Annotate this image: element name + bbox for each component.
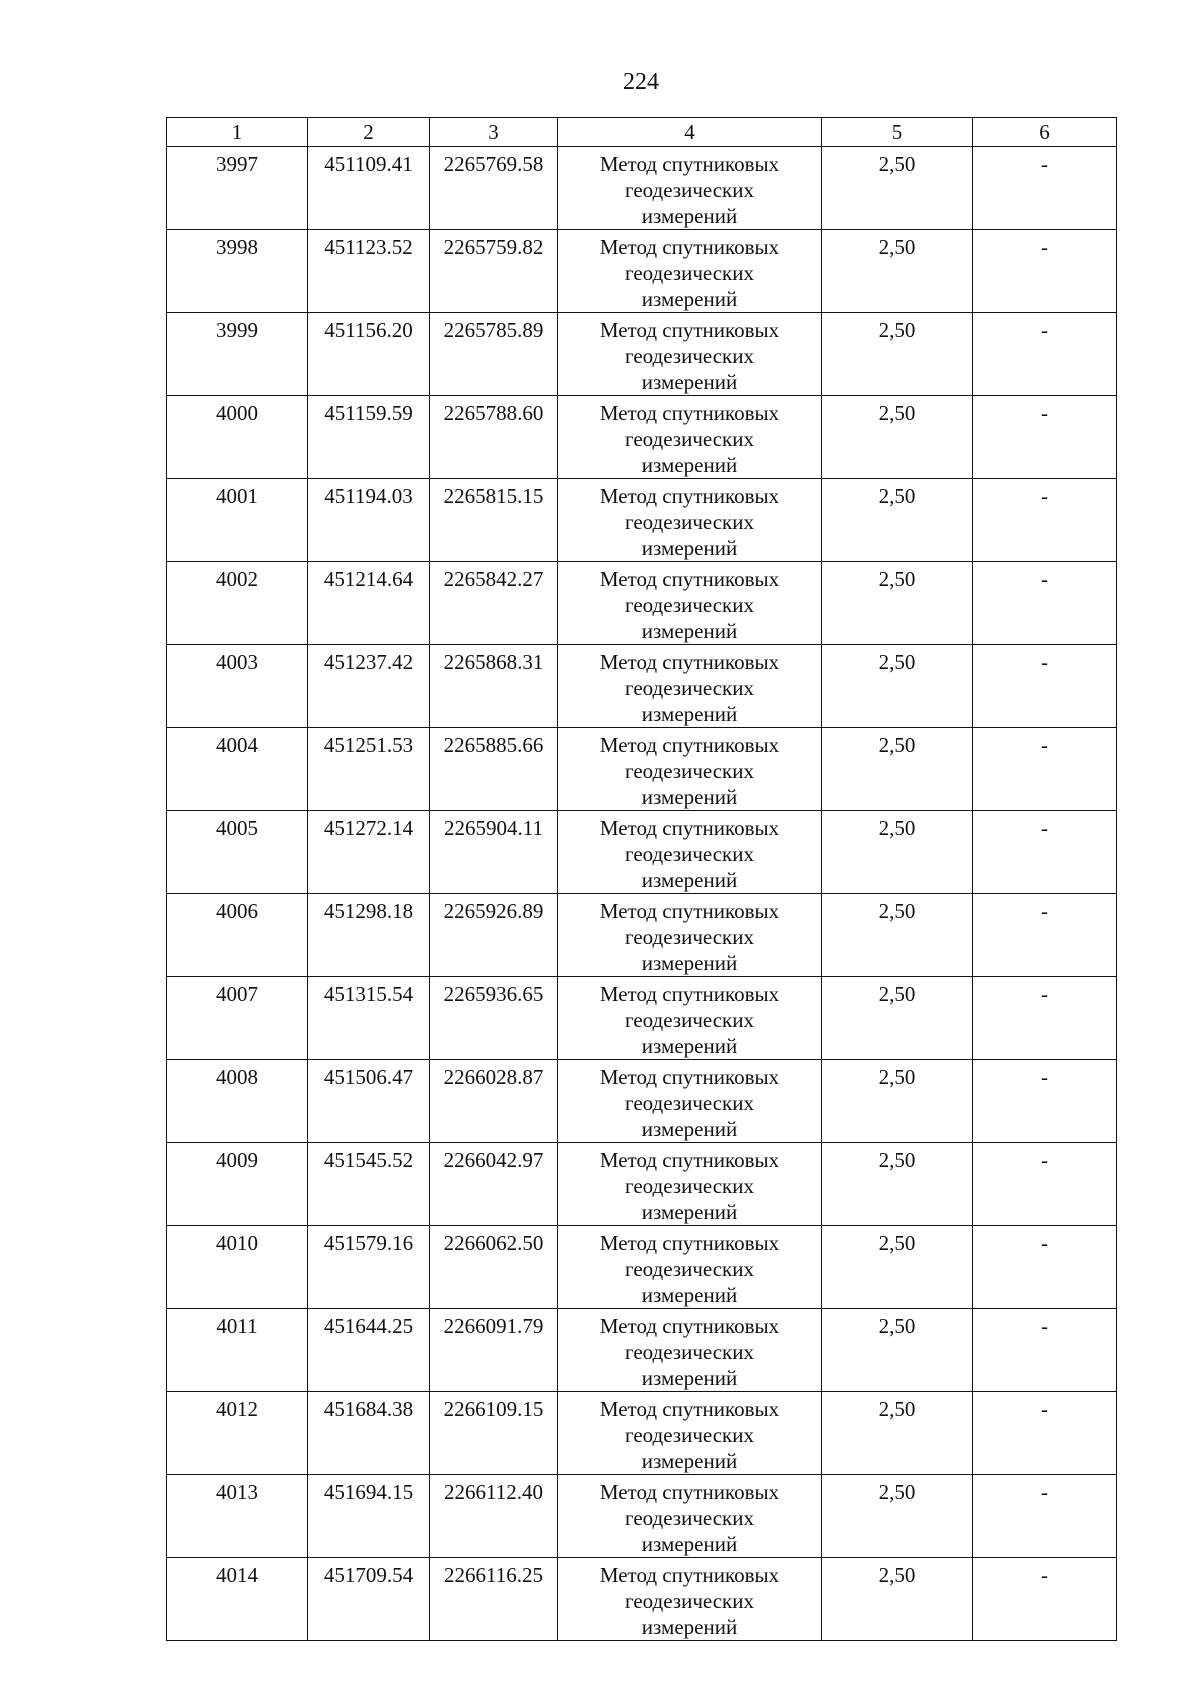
method-line: Метод спутниковых [599, 1563, 780, 1587]
method-line: Метод спутниковых [599, 650, 780, 674]
method-line: измерений [641, 453, 738, 477]
table-row [167, 894, 1117, 977]
method-line: Метод спутниковых [599, 152, 780, 176]
method-line: Метод спутниковых [599, 816, 780, 840]
x-coordinate-cell: 451214.64 [308, 562, 430, 645]
method-cell [558, 396, 822, 479]
accuracy-cell: 2,50 [822, 811, 973, 894]
point-number-cell: 4002 [167, 562, 308, 645]
method-line: Метод спутниковых [599, 235, 780, 259]
table-row [167, 313, 1117, 396]
point-number-cell: 3999 [167, 313, 308, 396]
table-row [167, 1475, 1117, 1558]
note-cell: - [973, 1309, 1117, 1392]
method-line: измерений [641, 536, 738, 560]
table-row [167, 479, 1117, 562]
method-line: измерений [641, 1283, 738, 1307]
table-header-row [167, 118, 1117, 147]
method-line: геодезических [624, 427, 754, 451]
note-cell: - [973, 396, 1117, 479]
y-coordinate-cell: 2265815.15 [430, 479, 558, 562]
x-coordinate-cell: 451156.20 [308, 313, 430, 396]
method-line: измерений [641, 1200, 738, 1224]
method-line: Метод спутниковых [599, 1148, 780, 1172]
point-number-cell: 4008 [167, 1060, 308, 1143]
column-header: 5 [822, 118, 973, 147]
accuracy-cell: 2,50 [822, 1392, 973, 1475]
accuracy-cell: 2,50 [822, 147, 973, 230]
y-coordinate-cell: 2266112.40 [430, 1475, 558, 1558]
table-body [167, 118, 1117, 1641]
point-number-cell: 4009 [167, 1143, 308, 1226]
method-line: геодезических [624, 676, 754, 700]
accuracy-cell: 2,50 [822, 396, 973, 479]
y-coordinate-cell: 2265759.82 [430, 230, 558, 313]
accuracy-cell: 2,50 [822, 1309, 973, 1392]
y-coordinate-cell: 2265926.89 [430, 894, 558, 977]
point-number-cell: 4007 [167, 977, 308, 1060]
method-line: измерений [641, 951, 738, 975]
table-row [167, 1060, 1117, 1143]
method-line: геодезических [624, 1589, 754, 1613]
method-line: измерений [641, 1117, 738, 1141]
method-cell [558, 562, 822, 645]
method-cell [558, 894, 822, 977]
point-number-cell: 4011 [167, 1309, 308, 1392]
method-line: Метод спутниковых [599, 567, 780, 591]
x-coordinate-cell: 451237.42 [308, 645, 430, 728]
column-header: 3 [430, 118, 558, 147]
note-cell: - [973, 1226, 1117, 1309]
method-line: геодезических [624, 842, 754, 866]
method-line: Метод спутниковых [599, 1231, 780, 1255]
y-coordinate-cell: 2265785.89 [430, 313, 558, 396]
accuracy-cell: 2,50 [822, 1060, 973, 1143]
page-number: 224 [623, 69, 659, 95]
method-cell [558, 1309, 822, 1392]
point-number-cell: 4014 [167, 1558, 308, 1641]
note-cell: - [973, 313, 1117, 396]
method-cell [558, 1226, 822, 1309]
method-line: измерений [641, 370, 738, 394]
method-line: геодезических [624, 510, 754, 534]
column-header: 4 [558, 118, 822, 147]
note-cell: - [973, 479, 1117, 562]
y-coordinate-cell: 2266109.15 [430, 1392, 558, 1475]
method-line: геодезических [624, 1008, 754, 1032]
x-coordinate-cell: 451251.53 [308, 728, 430, 811]
note-cell: - [973, 1475, 1117, 1558]
method-line: геодезических [624, 261, 754, 285]
table-row [167, 1143, 1117, 1226]
y-coordinate-cell: 2265904.11 [430, 811, 558, 894]
table-row [167, 1558, 1117, 1641]
accuracy-cell: 2,50 [822, 1226, 973, 1309]
method-line: Метод спутниковых [599, 1480, 780, 1504]
method-cell [558, 645, 822, 728]
accuracy-cell: 2,50 [822, 1475, 973, 1558]
y-coordinate-cell: 2266116.25 [430, 1558, 558, 1641]
y-coordinate-cell: 2266091.79 [430, 1309, 558, 1392]
accuracy-cell: 2,50 [822, 894, 973, 977]
method-cell [558, 1143, 822, 1226]
method-line: Метод спутниковых [599, 733, 780, 757]
method-cell [558, 1060, 822, 1143]
point-number-cell: 4012 [167, 1392, 308, 1475]
table-row [167, 645, 1117, 728]
x-coordinate-cell: 451579.16 [308, 1226, 430, 1309]
method-line: геодезических [624, 344, 754, 368]
method-line: геодезических [624, 1423, 754, 1447]
column-header: 1 [167, 118, 308, 147]
table-row [167, 396, 1117, 479]
table-row [167, 562, 1117, 645]
table-row [167, 811, 1117, 894]
x-coordinate-cell: 451684.38 [308, 1392, 430, 1475]
method-cell [558, 479, 822, 562]
table-row [167, 147, 1117, 230]
y-coordinate-cell: 2265936.65 [430, 977, 558, 1060]
method-line: Метод спутниковых [599, 1065, 780, 1089]
method-line: измерений [641, 619, 738, 643]
method-line: Метод спутниковых [599, 899, 780, 923]
note-cell: - [973, 1060, 1117, 1143]
note-cell: - [973, 1392, 1117, 1475]
accuracy-cell: 2,50 [822, 977, 973, 1060]
accuracy-cell: 2,50 [822, 728, 973, 811]
point-number-cell: 4001 [167, 479, 308, 562]
method-line: измерений [641, 287, 738, 311]
point-number-cell: 3997 [167, 147, 308, 230]
table-row [167, 728, 1117, 811]
note-cell: - [973, 645, 1117, 728]
note-cell: - [973, 894, 1117, 977]
x-coordinate-cell: 451298.18 [308, 894, 430, 977]
y-coordinate-cell: 2265842.27 [430, 562, 558, 645]
y-coordinate-cell: 2266028.87 [430, 1060, 558, 1143]
y-coordinate-cell: 2265788.60 [430, 396, 558, 479]
x-coordinate-cell: 451506.47 [308, 1060, 430, 1143]
point-number-cell: 4010 [167, 1226, 308, 1309]
method-line: геодезических [624, 593, 754, 617]
method-line: геодезических [624, 1340, 754, 1364]
accuracy-cell: 2,50 [822, 479, 973, 562]
column-header: 6 [973, 118, 1117, 147]
y-coordinate-cell: 2265769.58 [430, 147, 558, 230]
note-cell: - [973, 811, 1117, 894]
note-cell: - [973, 1558, 1117, 1641]
point-number-cell: 3998 [167, 230, 308, 313]
table-row [167, 1226, 1117, 1309]
method-line: Метод спутниковых [599, 401, 780, 425]
x-coordinate-cell: 451644.25 [308, 1309, 430, 1392]
point-number-cell: 4000 [167, 396, 308, 479]
method-line: Метод спутниковых [599, 318, 780, 342]
method-cell [558, 811, 822, 894]
method-cell [558, 728, 822, 811]
method-line: геодезических [624, 1091, 754, 1115]
point-number-cell: 4003 [167, 645, 308, 728]
method-cell [558, 977, 822, 1060]
x-coordinate-cell: 451315.54 [308, 977, 430, 1060]
method-line: измерений [641, 204, 738, 228]
coordinates-table-wrapper [166, 117, 1116, 1641]
table-row [167, 1309, 1117, 1392]
method-cell [558, 1558, 822, 1641]
method-cell [558, 147, 822, 230]
method-line: измерений [641, 1034, 738, 1058]
accuracy-cell: 2,50 [822, 645, 973, 728]
method-line: измерений [641, 1366, 738, 1390]
x-coordinate-cell: 451194.03 [308, 479, 430, 562]
method-line: Метод спутниковых [599, 484, 780, 508]
accuracy-cell: 2,50 [822, 230, 973, 313]
x-coordinate-cell: 451709.54 [308, 1558, 430, 1641]
x-coordinate-cell: 451694.15 [308, 1475, 430, 1558]
method-line: геодезических [624, 178, 754, 202]
x-coordinate-cell: 451545.52 [308, 1143, 430, 1226]
method-line: геодезических [624, 759, 754, 783]
y-coordinate-cell: 2265868.31 [430, 645, 558, 728]
x-coordinate-cell: 451272.14 [308, 811, 430, 894]
x-coordinate-cell: 451123.52 [308, 230, 430, 313]
method-cell [558, 1392, 822, 1475]
column-header: 2 [308, 118, 430, 147]
method-line: измерений [641, 702, 738, 726]
method-line: геодезических [624, 1174, 754, 1198]
y-coordinate-cell: 2265885.66 [430, 728, 558, 811]
accuracy-cell: 2,50 [822, 1558, 973, 1641]
method-line: измерений [641, 1615, 738, 1639]
method-cell [558, 1475, 822, 1558]
note-cell: - [973, 1143, 1117, 1226]
table-row [167, 230, 1117, 313]
point-number-cell: 4005 [167, 811, 308, 894]
method-line: Метод спутниковых [599, 1397, 780, 1421]
point-number-cell: 4013 [167, 1475, 308, 1558]
method-line: геодезических [624, 925, 754, 949]
method-line: геодезических [624, 1257, 754, 1281]
table-row [167, 977, 1117, 1060]
table-row [167, 1392, 1117, 1475]
note-cell: - [973, 147, 1117, 230]
method-line: измерений [641, 1532, 738, 1556]
point-number-cell: 4004 [167, 728, 308, 811]
method-line: Метод спутниковых [599, 982, 780, 1006]
method-line: Метод спутниковых [599, 1314, 780, 1338]
note-cell: - [973, 230, 1117, 313]
note-cell: - [973, 728, 1117, 811]
method-cell [558, 313, 822, 396]
x-coordinate-cell: 451159.59 [308, 396, 430, 479]
note-cell: - [973, 977, 1117, 1060]
method-line: измерений [641, 868, 738, 892]
y-coordinate-cell: 2266062.50 [430, 1226, 558, 1309]
method-cell [558, 230, 822, 313]
y-coordinate-cell: 2266042.97 [430, 1143, 558, 1226]
method-line: геодезических [624, 1506, 754, 1530]
method-line: измерений [641, 1449, 738, 1473]
accuracy-cell: 2,50 [822, 313, 973, 396]
coordinates-table [166, 117, 1117, 1641]
note-cell: - [973, 562, 1117, 645]
x-coordinate-cell: 451109.41 [308, 147, 430, 230]
accuracy-cell: 2,50 [822, 562, 973, 645]
point-number-cell: 4006 [167, 894, 308, 977]
method-line: измерений [641, 785, 738, 809]
accuracy-cell: 2,50 [822, 1143, 973, 1226]
